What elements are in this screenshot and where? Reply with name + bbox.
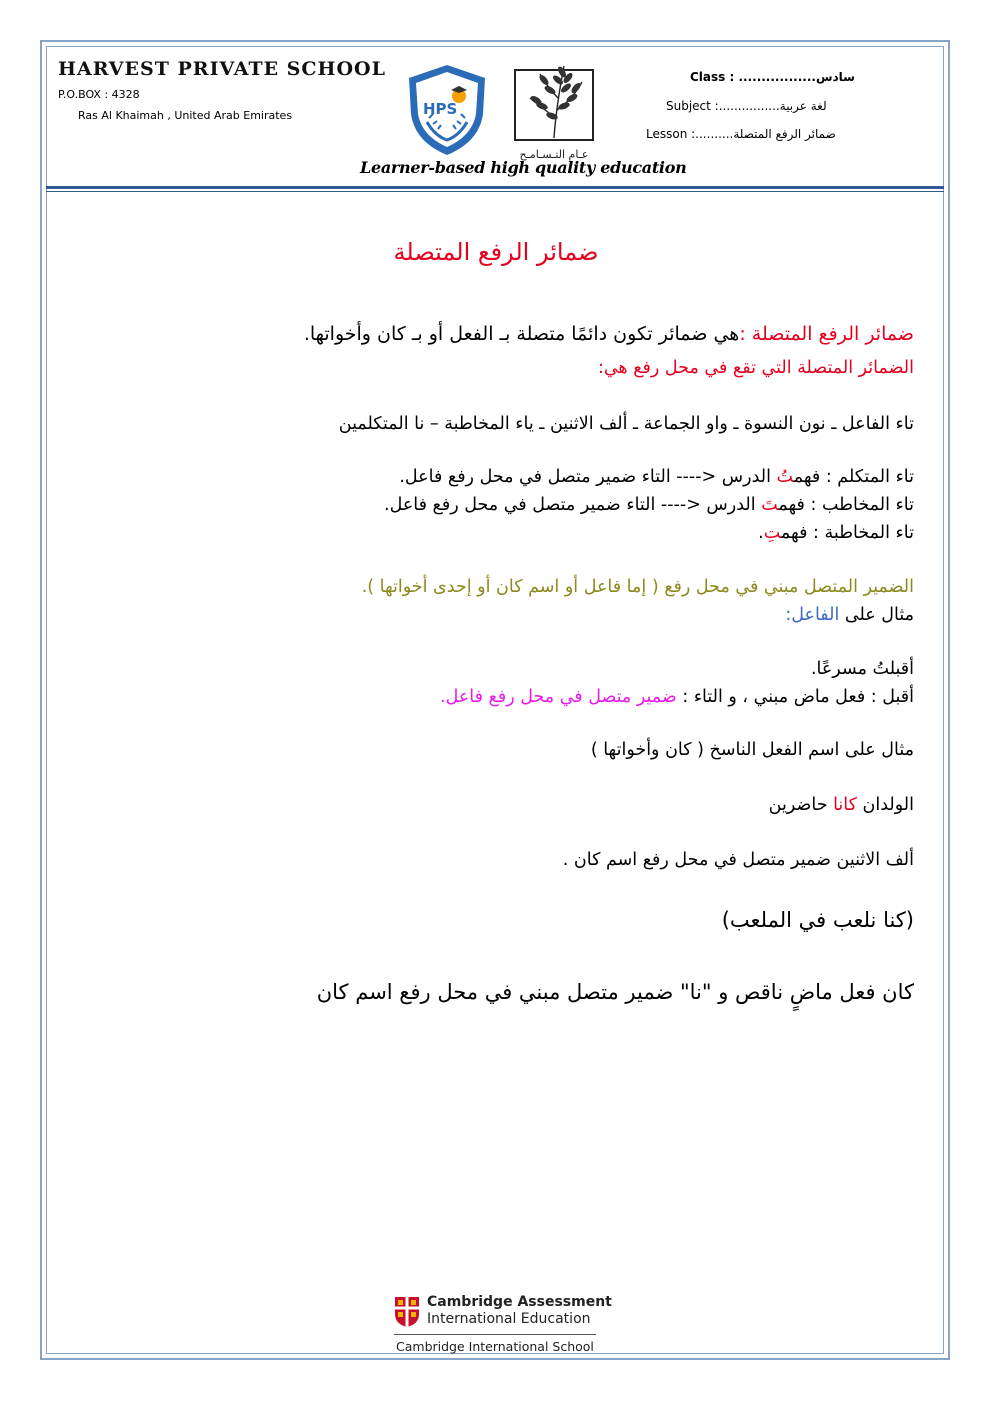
- addressee-m-rest: الدرس <---- التاء ضمير متصل في محل رفع فاعل.: [384, 495, 762, 515]
- cambridge-line1: Cambridge Assessment: [427, 1294, 612, 1310]
- school-slogan: Learner-based high quality education: [360, 158, 687, 177]
- speaker-label: تاء المتكلم : فهم: [793, 467, 914, 487]
- class-value: سادس..........: [770, 70, 855, 84]
- addressee-f-label: تاء المخاطبة : فهم: [780, 523, 914, 543]
- school-name: HARVEST PRIVATE SCHOOL: [58, 58, 386, 80]
- subject-field: [666, 99, 827, 113]
- addressee-m-label: تاء المخاطب : فهم: [778, 495, 914, 515]
- example-sentence: أقبلتُ مسرعًا.: [810, 659, 914, 679]
- addressee-f-rest: .: [758, 523, 764, 543]
- speaker-taa-line: [84, 466, 914, 490]
- speaker-rest: الدرس <---- التاء ضمير متصل في محل رفع فاعل.: [399, 467, 777, 487]
- header-divider-thin: [46, 191, 944, 192]
- kunna-parse: كان فعل ماضٍ ناقص و "نا" ضمير متصل مبني في محل رفع اسم كان: [316, 980, 914, 1004]
- parse-highlight: ضمير متصل في محل رفع فاعل.: [440, 687, 677, 707]
- subject-label: Subject :......: [666, 99, 742, 113]
- addressee-m-taa: تَ: [761, 495, 779, 515]
- kana-example-line: [84, 794, 914, 818]
- pronouns-heading: الضمائر المتصلة التي تقع في محل رفع هي:: [597, 358, 914, 378]
- definition-text: هي ضمائر تكون دائمًا متصلة بـ الفعل أو بـ كان وأخواتها.: [303, 323, 740, 345]
- class-label: Class : .......: [690, 70, 771, 84]
- cambridge-shield-icon: [394, 1296, 420, 1328]
- example-subject-word: الفاعل:: [785, 605, 840, 625]
- lesson-label: Lesson :....: [646, 127, 711, 141]
- school-address: Ras Al Khaimah , United Arab Emirates: [78, 109, 293, 122]
- definition-term: ضمائر الرفع المتصلة :: [739, 323, 914, 345]
- example-subject-label: مثال على: [839, 605, 914, 625]
- subject-value: لغة عربية..........: [741, 99, 827, 113]
- speaker-taa: تُ: [776, 467, 794, 487]
- addressee-f-taa: تِ: [763, 523, 781, 543]
- kana-word1: الولدان: [856, 795, 914, 815]
- header-divider: [46, 186, 944, 189]
- school-shield-logo: [405, 62, 489, 158]
- lesson-title: ضمائر الرفع المتصلة: [393, 238, 599, 266]
- example-kana-heading: مثال على اسم الفعل الناسخ ( كان وأخواتها ): [590, 740, 914, 760]
- kunna-example: (كنا نلعب في الملعب): [721, 908, 914, 932]
- lesson-field: [646, 127, 836, 141]
- cambridge-logo: [394, 1294, 624, 1354]
- cambridge-line3: Cambridge International School: [396, 1339, 594, 1354]
- lesson-value: ضمائر الرفع المتصلة......: [710, 127, 836, 141]
- pronouns-list: تاء الفاعل ـ نون النسوة ـ واو الجماعة ـ ألف الاثنين ـ ياء المخاطبة – نا المتكلمين: [338, 414, 914, 434]
- parse-line: [84, 686, 914, 710]
- shield-logo-text: HPS: [423, 100, 458, 118]
- addressee-f-taa-line: [84, 522, 914, 546]
- definition-line: [84, 322, 914, 348]
- year-of-tolerance-logo: [512, 58, 596, 164]
- parse-prefix: أقبل : فعل ماض مبني ، و التاء :: [676, 687, 914, 707]
- school-pobox: P.O.BOX : 4328: [58, 88, 140, 101]
- cambridge-divider: [394, 1334, 596, 1335]
- kana-word2: كانا: [833, 795, 857, 815]
- example-subject-heading: [84, 604, 914, 628]
- addressee-m-taa-line: [84, 494, 914, 518]
- year-of-tolerance-text: عـام التـسـامـح: [519, 148, 589, 161]
- kana-parse-line: ألف الاثنين ضمير متصل في محل رفع اسم كان .: [562, 850, 914, 870]
- class-field: [690, 70, 855, 84]
- cambridge-line2: International Education: [427, 1311, 591, 1327]
- kana-word3: حاضرين: [768, 795, 834, 815]
- rule-line: الضمير المتصل مبني في محل رفع ( إما فاعل أو اسم كان أو إحدى أخواتها ).: [361, 577, 914, 597]
